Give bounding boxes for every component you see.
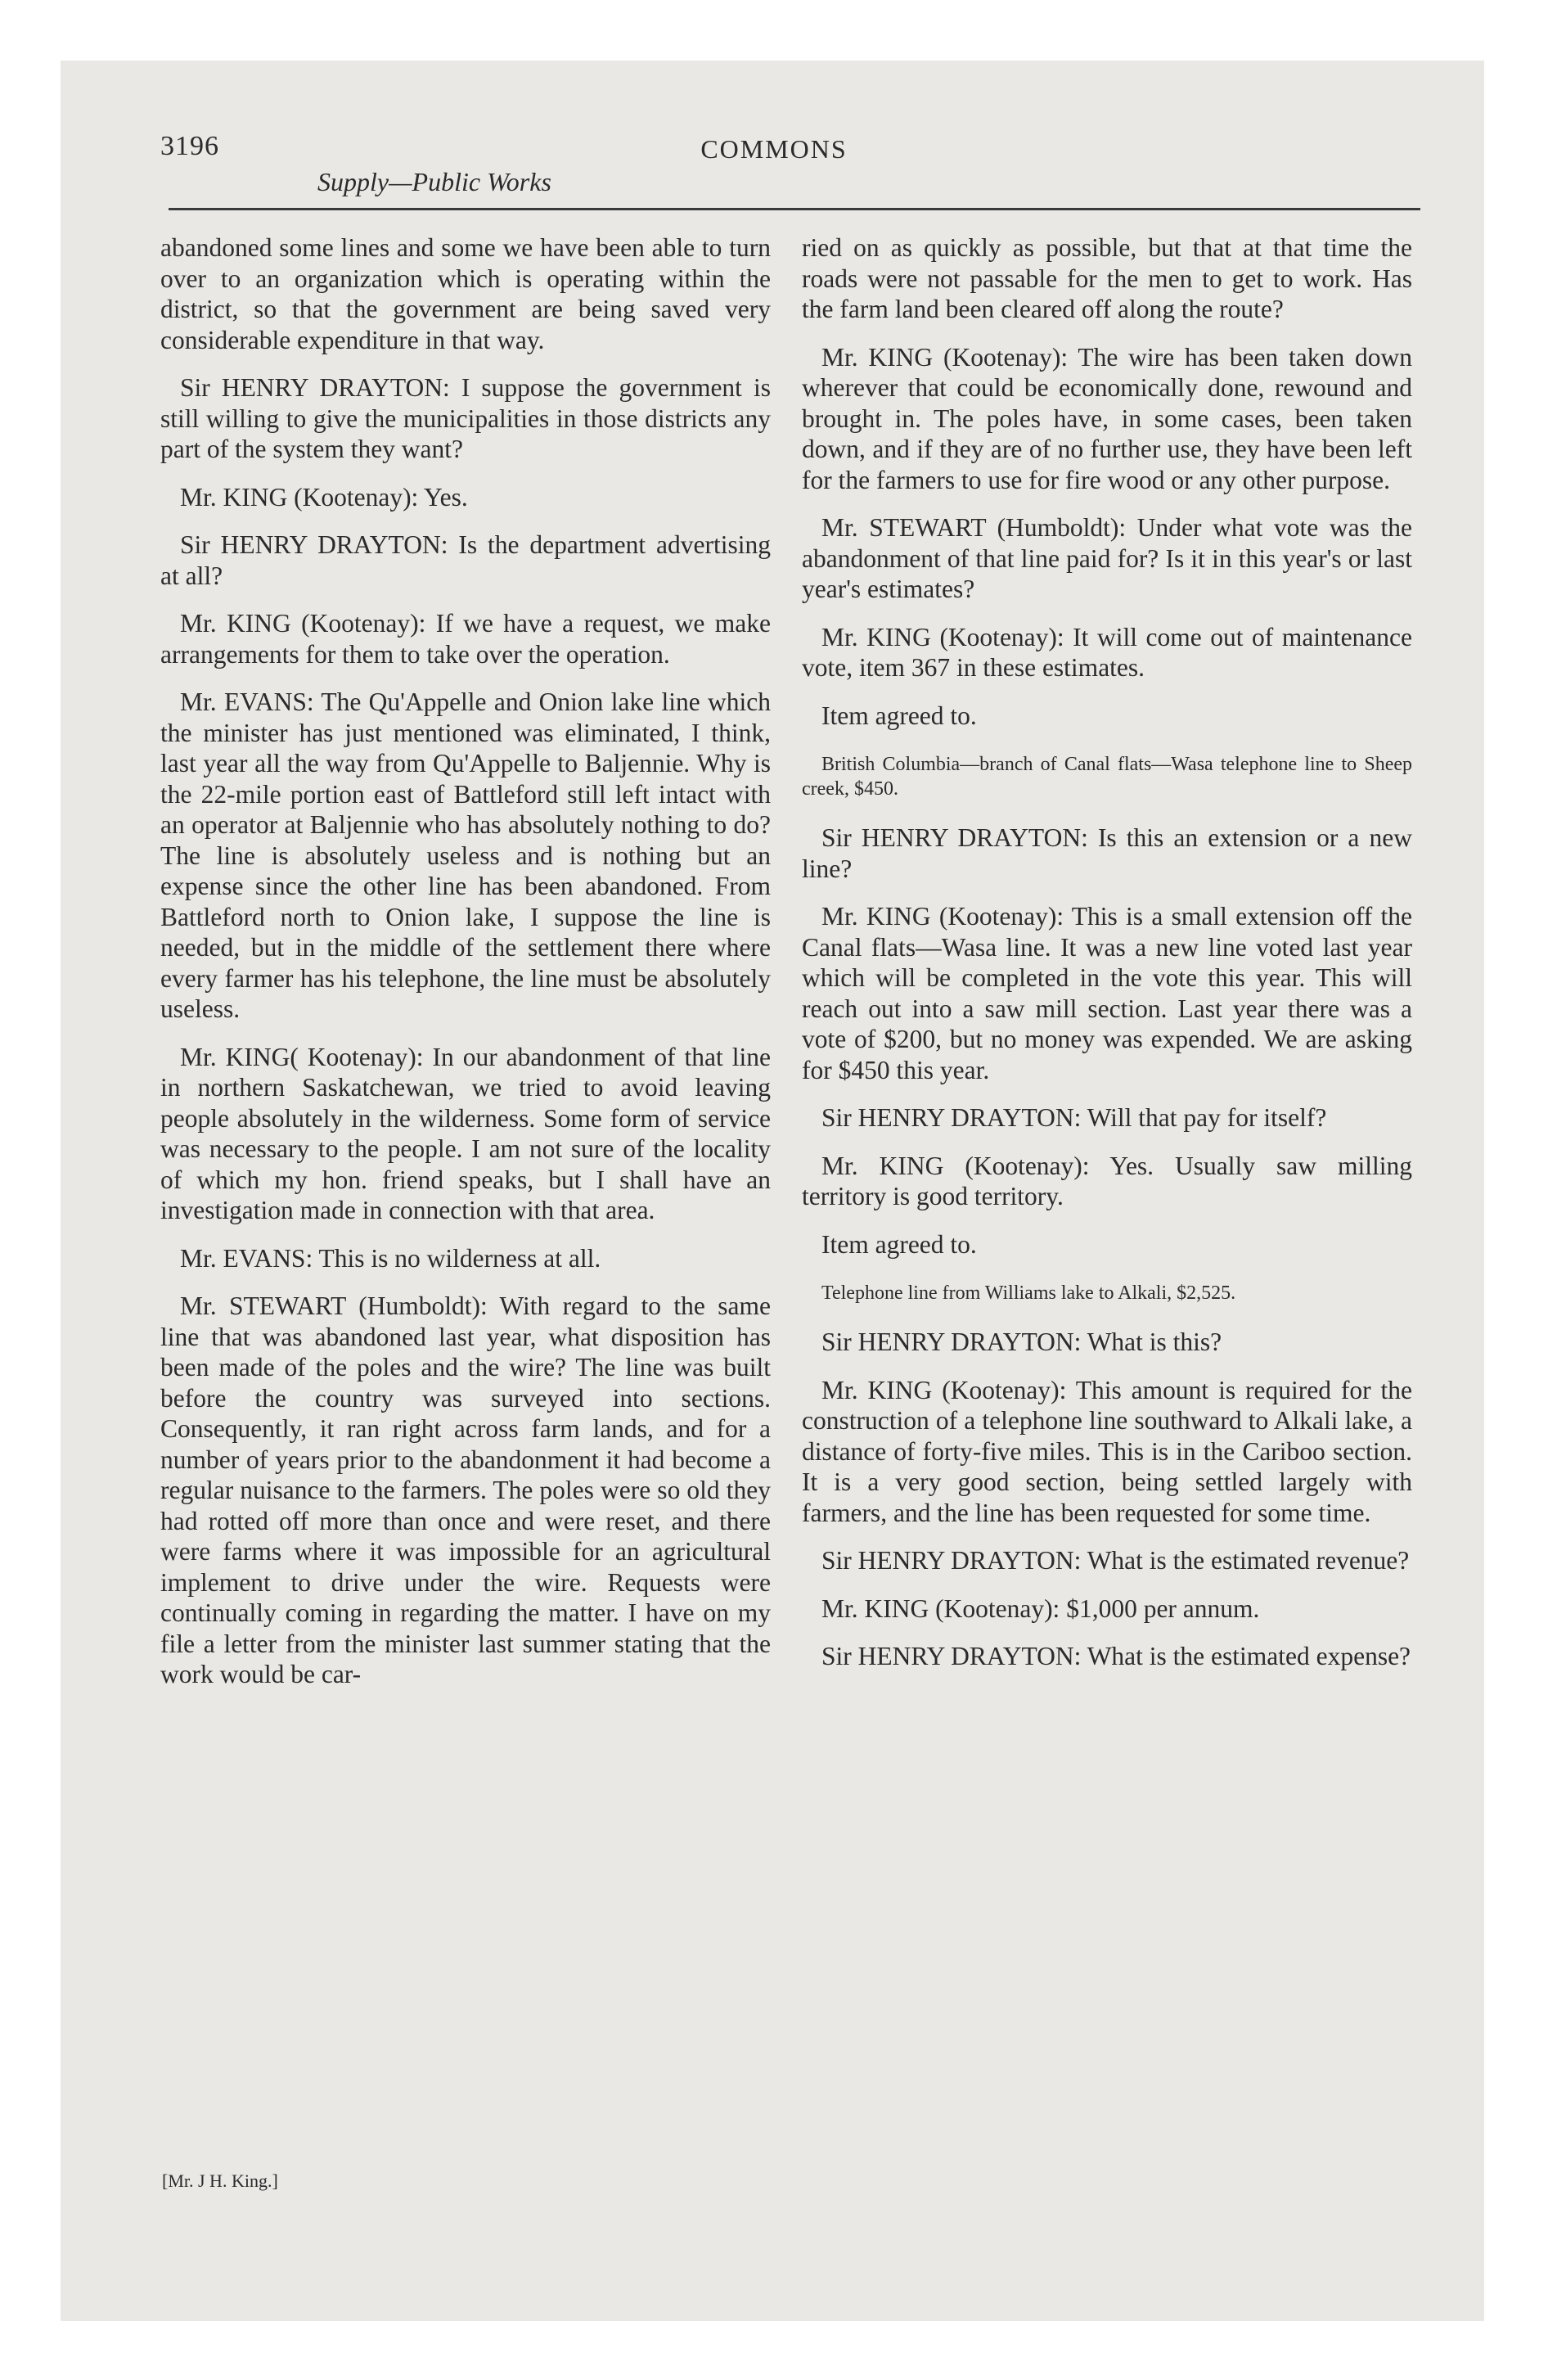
estimate-item-heading: British Columbia—branch of Canal flats—Wasa telephone line to Sheep creek, $450. <box>802 754 1412 800</box>
paragraph: Mr. KING( Kootenay): In our abandonment of that line in northern Saskatchewan, we tried to avoid leaving people absolutely in the wilderness. Some form of service was necessary to the people. I am not sure of the locality of which my hon. friend speaks, but I shall have an investigation made in connection with that area. <box>160 1042 771 1224</box>
paragraph: Mr. KING (Kootenay): Yes. Usually saw milling territory is good territory. <box>802 1151 1412 1210</box>
item-agreed: Item agreed to. <box>821 1229 977 1259</box>
paragraph: Sir HENRY DRAYTON: Is the department advertising at all? <box>160 530 771 590</box>
paragraph: ried on as quickly as possible, but that at that time the roads were not passable for the men to get to work. Has the farm land been cleared off along the route? <box>802 233 1412 323</box>
paragraph: Mr. EVANS: The Qu'Appelle and Onion lake line which the minister has just mentioned was eliminated, I think, last year all the way from Qu'Appelle to Baljennie. Why is the 22-mile portion east of Battleford still left intact with an operator at Baljennie who has absolutely nothing to do? The line is absolutely useless and is nothing but an expense since the other line has been abandoned. From Battleford north to Onion lake, I suppose the line is needed, but in the middle of the settlement there where every farmer has his telephone, the line must be absolutely useless. <box>160 687 771 1023</box>
page-header-title: COMMONS <box>700 134 848 164</box>
estimate-item-heading: Telephone line from Williams lake to Alkali, $2,525. <box>821 1282 1236 1304</box>
paragraph: Sir HENRY DRAYTON: What is the estimated revenue? <box>821 1546 1410 1575</box>
paragraph: Mr. EVANS: This is no wilderness at all. <box>180 1243 601 1273</box>
page-number: 3196 <box>160 131 219 161</box>
paragraph: Mr. KING (Kootenay): This amount is required for the construction of a telephone line southward to Alkali lake, a distance of forty-five miles. This is in the Cariboo section. It is a very good section, being settled largely with farmers, and the line has been requested for some time. <box>802 1375 1412 1527</box>
paragraph: Mr. STEWART (Humboldt): Under what vote was the abandonment of that line paid for? Is it in this year's or last year's estimates? <box>802 513 1412 603</box>
paragraph: Mr. KING (Kootenay): It will come out of maintenance vote, item 367 in these estimates. <box>802 622 1412 682</box>
paragraph: Sir HENRY DRAYTON: I suppose the government is still willing to give the municipalities in those districts any part of the system they want? <box>160 373 771 463</box>
paragraph: Mr. KING (Kootenay): The wire has been taken down wherever that could be economically done, rewound and brought in. The poles have, in some cases, been taken down, and if they are of no further use, they have been left for the farmers to use for fire wood or any other purpose. <box>802 342 1412 494</box>
paragraph: Sir HENRY DRAYTON: What is this? <box>821 1327 1222 1356</box>
paragraph: Mr. KING (Kootenay): This is a small extension off the Canal flats—Wasa line. It was a new line voted last year which will be completed in the vote this year. This will reach out into a saw mill section. Last year there was a vote of $200, but no money was expended. We are asking for $450 this year. <box>802 902 1412 1084</box>
left-column <box>160 232 771 1707</box>
item-agreed: Item agreed to. <box>821 701 977 730</box>
paragraph: Sir HENRY DRAYTON: What is the estimated expense? <box>821 1642 1411 1670</box>
paragraph: abandoned some lines and some we have been able to turn over to an organization which is operating within the district, so that the government are being saved very considerable expenditure in that way. <box>160 233 771 354</box>
paragraph: Mr. KING (Kootenay): If we have a request, we make arrangements for them to take over the operation. <box>160 609 771 669</box>
paragraph: Mr. KING (Kootenay): Yes. <box>180 482 468 512</box>
paragraph: Mr. STEWART (Humboldt): With regard to the same line that was abandoned last year, what disposition has been made of the poles and the wire? The line was built before the country was surveyed into sections. Consequently, it ran right across farm lands, and for a number of years prior to the abandonment it had become a regular nuisance to the farmers. The poles were so old they had rotted off more than once and were reset, and there were farms where it was impossible for an agricultural implement to drive under the wire. Requests were continually coming in regarding the matter. I have on my file a letter from the minister last summer stating that the work would be car- <box>160 1291 771 1688</box>
paragraph: Mr. KING (Kootenay): $1,000 per annum. <box>821 1593 1260 1623</box>
paragraph: Sir HENRY DRAYTON: Will that pay for itself? <box>821 1103 1327 1132</box>
paragraph: Sir HENRY DRAYTON: Is this an extension or a new line? <box>802 823 1412 883</box>
speaker-footnote: [Mr. J H. King.] <box>162 2170 278 2191</box>
section-subtitle: Supply—Public Works <box>317 167 551 196</box>
right-column <box>802 232 1412 1689</box>
header-rule <box>169 208 1420 210</box>
